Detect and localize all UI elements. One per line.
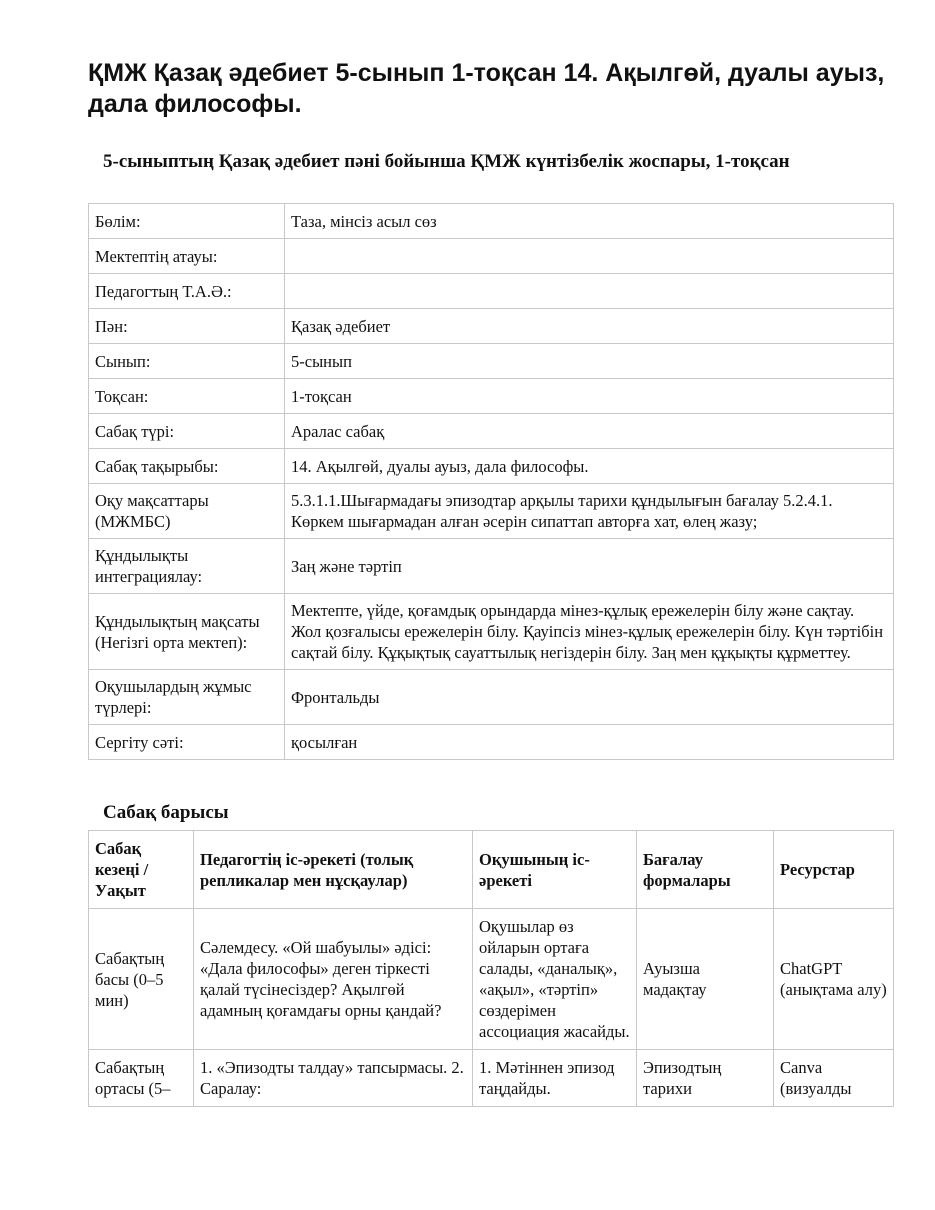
- info-row-value-goal: [89, 594, 894, 670]
- header-teacher-activity: Педагогтің іс-әрекеті (толық репликалар мен нұсқаулар): [194, 831, 473, 909]
- cell-assessment: Эпизодтың тарихи: [637, 1050, 774, 1107]
- info-label: Оқу мақсаттары (МЖМБС): [89, 484, 285, 539]
- info-row-section: [89, 204, 894, 239]
- info-value: Мектепте, үйде, қоғамдық орындарда мінез-құлық ережелерін білу және сақтау. Жол қозғалысы ережелерін білу. Қауіпсіз мінез-құлық ережелерін білу. Күн тәртібін сақтай білу. Құқықтық сауаттылық негіздерін білу. Заң мен құқықты құрметтеу.: [285, 594, 894, 670]
- info-value: Заң және тәртіп: [285, 539, 894, 594]
- info-row-work-types: [89, 670, 894, 725]
- lesson-flow-table: [88, 830, 894, 1107]
- cell-resources: ChatGPT (анықтама алу): [774, 909, 894, 1050]
- info-value: 5.3.1.1.Шығармадағы эпизодтар арқылы тарихи құндылығын бағалау 5.2.4.1. Көркем шығармадан алған әсерін сипаттап авторға хат, өлең жазу;: [285, 484, 894, 539]
- cell-student-activity: 1. Мәтіннен эпизод таңдайды.: [473, 1050, 637, 1107]
- lesson-info-table: [88, 203, 894, 760]
- cell-resources: Canva (визуалды: [774, 1050, 894, 1107]
- info-row-school: [89, 239, 894, 274]
- header-student-activity: Оқушының іс-әрекеті: [473, 831, 637, 909]
- cell-student-activity: Оқушылар өз ойларын ортаға салады, «даналық», «ақыл», «тәртіп» сөздерімен ассоциация жасайды.: [473, 909, 637, 1050]
- info-label: Құндылықтың мақсаты (Негізгі орта мектеп):: [89, 594, 285, 670]
- info-label: Оқушылардың жұмыс түрлері:: [89, 670, 285, 725]
- cell-teacher-activity: Сәлемдесу. «Ой шабуылы» әдісі: «Дала философы» деген тіркесті қалай түсінесіздер? Ақылгөй адамның қоғамдағы орны қандай?: [194, 909, 473, 1050]
- info-label: Педагогтың Т.А.Ә.:: [89, 274, 285, 309]
- info-row-quarter: [89, 379, 894, 414]
- cell-assessment: Ауызша мадақтау: [637, 909, 774, 1050]
- header-stage-time: Сабақ кезеңі / Уақыт: [89, 831, 194, 909]
- cell-teacher-activity: 1. «Эпизодты талдау» тапсырмасы. 2. Саралау:: [194, 1050, 473, 1107]
- lesson-flow-heading: Сабақ барысы: [103, 802, 229, 823]
- info-value: Фронтальды: [285, 670, 894, 725]
- lesson-row-start: [89, 909, 894, 1050]
- info-row-energizer: [89, 725, 894, 760]
- cell-stage-time: Сабақтың басы (0–5 мин): [89, 909, 194, 1050]
- info-label: Тоқсан:: [89, 379, 285, 414]
- info-table-heading: 5-сыныптың Қазақ әдебиет пәні бойынша ҚМЖ күнтізбелік жоспары, 1-тоқсан: [103, 151, 790, 172]
- header-assessment: Бағалау формалары: [637, 831, 774, 909]
- info-label: Бөлім:: [89, 204, 285, 239]
- info-value: Аралас сабақ: [285, 414, 894, 449]
- info-row-value-integration: [89, 539, 894, 594]
- info-row-subject: [89, 309, 894, 344]
- cell-stage-time: Сабақтың ортасы (5–: [89, 1050, 194, 1107]
- info-label: Сабақ түрі:: [89, 414, 285, 449]
- info-row-grade: [89, 344, 894, 379]
- info-label: Пән:: [89, 309, 285, 344]
- info-row-lesson-type: [89, 414, 894, 449]
- info-value: Қазақ әдебиет: [285, 309, 894, 344]
- info-row-learning-goals: [89, 484, 894, 539]
- info-value: 1-тоқсан: [285, 379, 894, 414]
- header-resources: Ресурстар: [774, 831, 894, 909]
- info-value: 5-сынып: [285, 344, 894, 379]
- info-value: 14. Ақылгөй, дуалы ауыз, дала философы.: [285, 449, 894, 484]
- lesson-row-middle: [89, 1050, 894, 1107]
- lesson-header-row: [89, 831, 894, 909]
- info-value: [285, 274, 894, 309]
- info-label: Сынып:: [89, 344, 285, 379]
- info-value: Таза, мінсіз асыл сөз: [285, 204, 894, 239]
- info-label: Құндылықты интеграциялау:: [89, 539, 285, 594]
- info-row-teacher: [89, 274, 894, 309]
- info-value: қосылған: [285, 725, 894, 760]
- info-label: Сабақ тақырыбы:: [89, 449, 285, 484]
- page-title: ҚМЖ Қазақ әдебиет 5-сынып 1-тоқсан 14. Ақылгөй, дуалы ауыз, дала философы.: [88, 59, 885, 118]
- info-label: Мектептің атауы:: [89, 239, 285, 274]
- info-value: [285, 239, 894, 274]
- info-label: Сергіту сәті:: [89, 725, 285, 760]
- info-row-lesson-topic: [89, 449, 894, 484]
